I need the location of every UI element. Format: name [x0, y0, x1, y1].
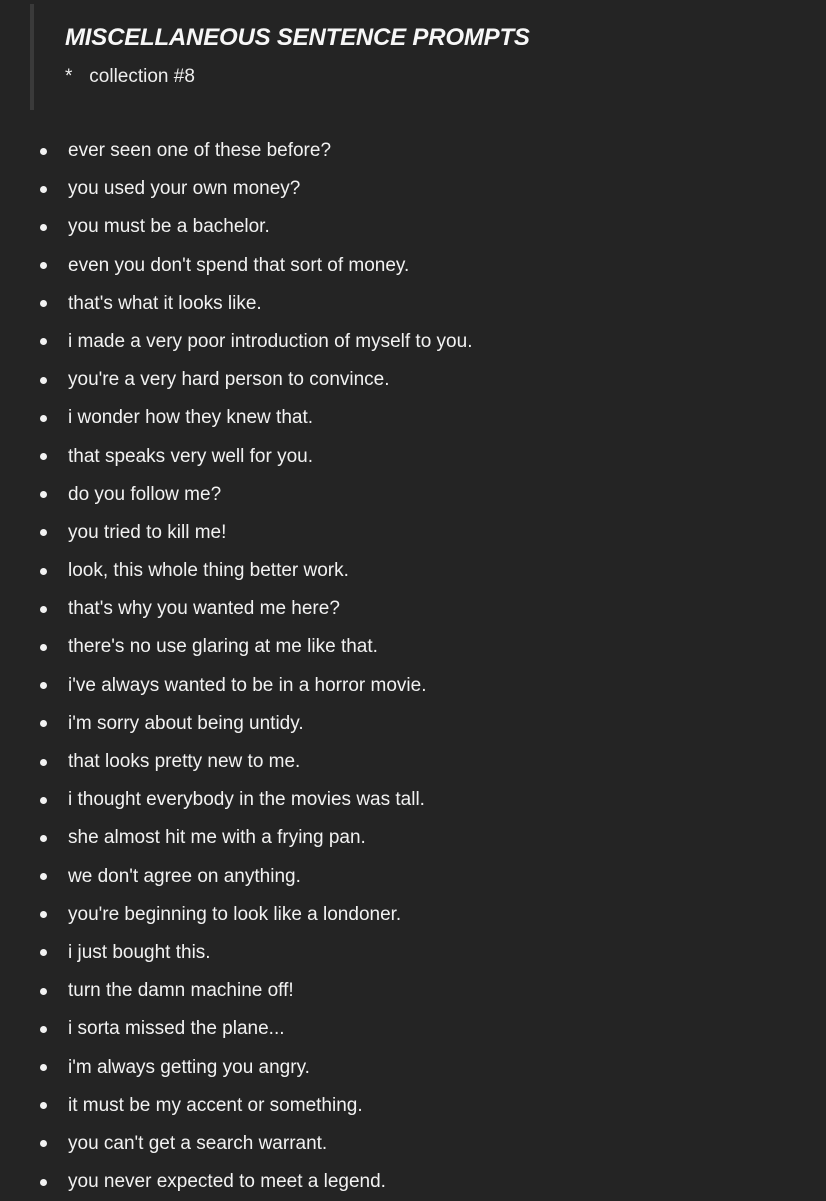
list-item — [0, 399, 826, 437]
prompt-text: you can't get a search warrant. — [68, 1132, 328, 1154]
header-blockquote — [0, 0, 826, 112]
prompt-text: do you follow me? — [68, 483, 222, 505]
bullet-icon — [40, 1179, 47, 1186]
prompt-text: it must be my accent or something. — [68, 1094, 363, 1116]
list-item — [0, 781, 826, 819]
list-item — [0, 170, 826, 208]
subtitle-text: collection #8 — [89, 66, 195, 87]
prompt-text: look, this whole thing better work. — [68, 560, 349, 582]
list-item — [0, 247, 826, 285]
prompt-text: i've always wanted to be in a horror movie. — [68, 674, 427, 696]
list-item — [0, 132, 826, 170]
bullet-icon — [40, 338, 47, 345]
bullet-icon — [40, 300, 47, 307]
list-item — [0, 628, 826, 666]
prompt-text: even you don't spend that sort of money. — [68, 254, 410, 276]
prompt-text: i made a very poor introduction of myself to you. — [68, 330, 473, 352]
prompt-text: you must be a bachelor. — [68, 216, 270, 238]
list-item — [0, 705, 826, 743]
list-item — [0, 438, 826, 476]
list-item — [0, 743, 826, 781]
prompt-text: i'm sorry about being untidy. — [68, 712, 304, 734]
bullet-icon — [40, 529, 47, 536]
list-item — [0, 208, 826, 246]
list-item — [0, 476, 826, 514]
list-item — [0, 285, 826, 323]
bullet-icon — [40, 949, 47, 956]
prompt-text: you used your own money? — [68, 178, 301, 200]
bullet-icon — [40, 720, 47, 727]
prompt-text: that looks pretty new to me. — [68, 751, 301, 772]
list-item — [0, 514, 826, 552]
bullet-icon — [40, 148, 47, 155]
bullet-icon — [40, 797, 47, 804]
prompt-text: you're a very hard person to convince. — [68, 369, 390, 391]
blockquote-bar — [30, 4, 34, 110]
list-item — [0, 1125, 826, 1163]
subtitle-marker: * — [65, 66, 73, 87]
prompt-text: turn the damn machine off! — [68, 980, 294, 1002]
bullet-icon — [40, 644, 47, 651]
list-item — [0, 323, 826, 361]
bullet-icon — [40, 682, 47, 689]
bullet-icon — [40, 491, 47, 498]
list-item — [0, 1087, 826, 1125]
bullet-icon — [40, 835, 47, 842]
prompt-list — [0, 132, 826, 1201]
list-item — [0, 1010, 826, 1048]
bullet-icon — [40, 415, 47, 422]
bullet-icon — [40, 224, 47, 231]
list-item — [0, 858, 826, 896]
prompt-text: i sorta missed the plane... — [68, 1018, 285, 1040]
collection-subtitle — [65, 66, 195, 88]
bullet-icon — [40, 262, 47, 269]
prompt-text: i wonder how they knew that. — [68, 407, 314, 429]
prompt-text: i thought everybody in the movies was tall. — [68, 789, 425, 811]
bullet-icon — [40, 1140, 47, 1147]
prompt-text: that's what it looks like. — [68, 292, 262, 314]
bullet-icon — [40, 377, 47, 384]
prompt-text: i'm always getting you angry. — [68, 1056, 310, 1078]
prompt-text: she almost hit me with a frying pan. — [68, 827, 366, 849]
list-item — [0, 552, 826, 590]
list-item — [0, 819, 826, 857]
bullet-icon — [40, 873, 47, 880]
bullet-icon — [40, 759, 47, 766]
bullet-icon — [40, 186, 47, 193]
list-item — [0, 667, 826, 705]
bullet-icon — [40, 568, 47, 575]
bullet-icon — [40, 1102, 47, 1109]
prompt-text: we don't agree on anything. — [68, 865, 301, 887]
list-item — [0, 972, 826, 1010]
prompt-text: that speaks very well for you. — [68, 445, 313, 467]
bullet-icon — [40, 453, 47, 460]
list-item — [0, 896, 826, 934]
bullet-icon — [40, 988, 47, 995]
bullet-icon — [40, 1064, 47, 1071]
prompt-text: i just bought this. — [68, 941, 211, 963]
list-item — [0, 1049, 826, 1087]
prompt-text: you never expected to meet a legend. — [68, 1171, 386, 1193]
prompt-text: you're beginning to look like a londoner. — [68, 903, 402, 925]
bullet-icon — [40, 1026, 47, 1033]
prompt-text: you tried to kill me! — [68, 521, 227, 543]
bullet-icon — [40, 606, 47, 613]
bullet-icon — [40, 911, 47, 918]
prompt-text: there's no use glaring at me like that. — [68, 636, 378, 658]
list-item — [0, 1163, 826, 1201]
list-item — [0, 361, 826, 399]
list-item — [0, 934, 826, 972]
list-item — [0, 590, 826, 628]
prompt-text: that's why you wanted me here? — [68, 598, 340, 620]
page-title: MISCELLANEOUS SENTENCE PROMPTS — [65, 24, 530, 51]
prompt-text: ever seen one of these before? — [68, 140, 332, 161]
